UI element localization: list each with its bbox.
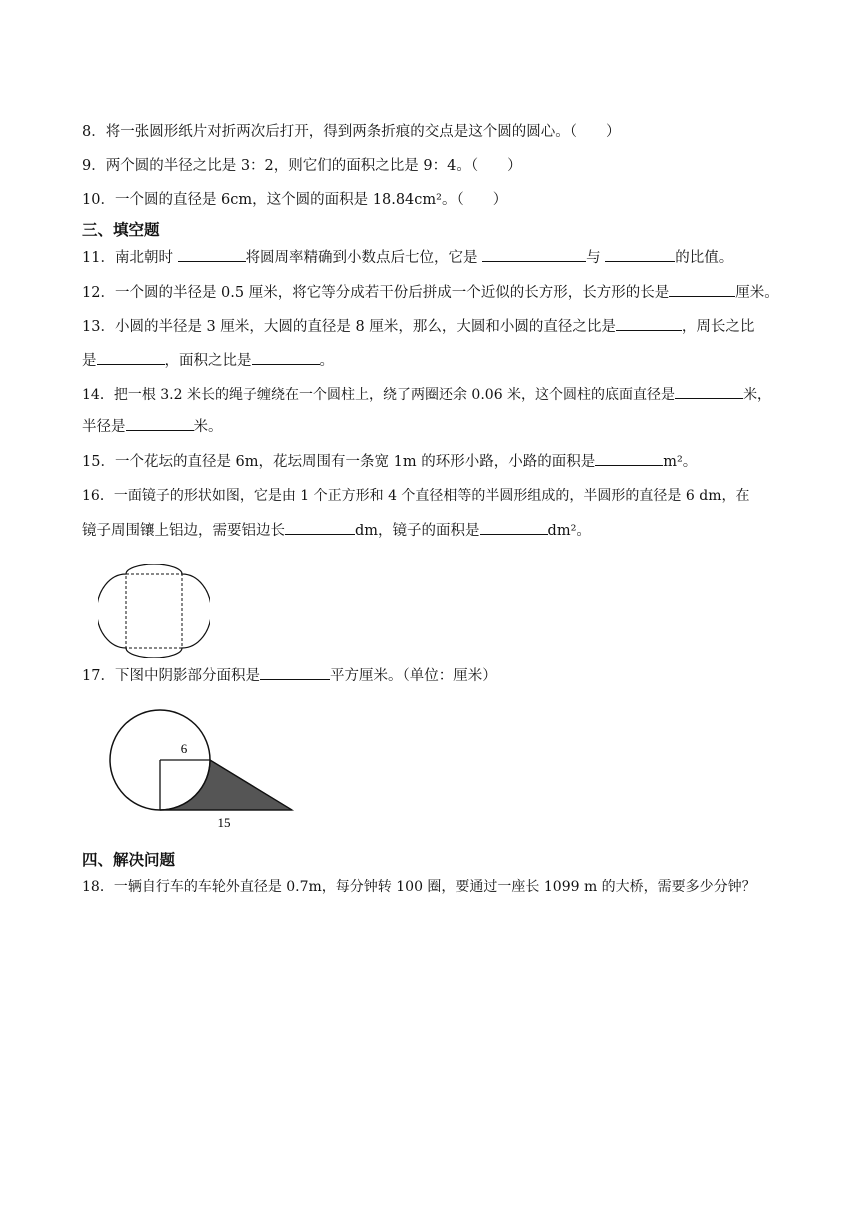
mirror-square	[126, 574, 182, 648]
q13-text-d: ，面积之比是	[164, 353, 252, 369]
q13-text-b: ，周长之比	[681, 319, 755, 335]
q11-blank-2[interactable]	[482, 247, 586, 262]
question-14-line-2	[82, 416, 223, 437]
question-11	[82, 247, 733, 268]
q15-text-a: 15．一个花坛的直径是 6m，花坛周围有一条宽 1m 的环形小路，小路的面积是	[82, 454, 596, 470]
q15-blank[interactable]	[595, 451, 663, 466]
question-16-line-2	[82, 520, 591, 541]
q12-text-b: 厘米。	[735, 285, 779, 301]
q13-blank-3[interactable]	[252, 350, 320, 365]
mirror-figure	[98, 564, 210, 658]
q12-text-a: 12．一个圆的半径是 0.5 厘米，将它等分成若干份后拼成一个近似的长方形，长方形的长是	[82, 285, 670, 301]
q12-blank[interactable]	[669, 282, 735, 297]
q11-text-b: 将圆周率精确到小数点后七位，它是	[245, 250, 483, 266]
question-15	[82, 451, 697, 472]
q13-text-a: 13．小圆的半径是 3 厘米，大圆的直径是 8 厘米，那么，大圆和小圆的直径之比是	[82, 319, 616, 335]
section-problems: 四、解决问题	[82, 851, 176, 869]
q11-text-c: 与	[586, 250, 606, 266]
question-12	[82, 282, 779, 303]
question-13-line-1	[82, 316, 754, 337]
q13-text-e: 。	[319, 353, 334, 369]
q13-blank-1[interactable]	[616, 316, 682, 331]
q17-blank[interactable]	[260, 665, 330, 680]
shaded-area-figure	[100, 700, 300, 834]
q16-blank-2[interactable]	[480, 520, 548, 535]
question-10: 10．一个圆的直径是 6cm，这个圆的面积是 18.84cm²。（ ）	[82, 192, 508, 208]
q13-blank-2[interactable]	[97, 350, 165, 365]
question-18: 18．一辆自行车的车轮外直径是 0.7m，每分钟转 100 圈，要通过一座长 1099 m 的大桥，需要多少分钟？	[82, 879, 756, 895]
q11-text-d: 的比值。	[675, 250, 734, 266]
q16-text-d: dm²。	[547, 523, 591, 539]
q14-text-c: 半径是	[82, 419, 126, 435]
question-14-line-1	[82, 384, 771, 405]
q16-text-b: 镜子周围镶上铝边，需要铝边长	[82, 523, 285, 539]
q16-text-c: dm，镜子的面积是	[355, 523, 480, 539]
section-fill-in: 三、填空题	[82, 221, 160, 239]
q14-blank-1[interactable]	[675, 384, 743, 399]
q13-text-c: 是	[82, 353, 97, 369]
base-label: 15	[217, 815, 231, 830]
q16-text-a: 16．一面镜子的形状如图，它是由 1 个正方形和 4 个直径相等的半圆形组成的，半圆形的直径是 6 dm，在	[82, 488, 750, 504]
q11-text-a: 11．南北朝时	[82, 250, 178, 266]
radius-label: 6	[180, 741, 188, 756]
question-16-line-1	[82, 486, 749, 506]
mirror-outline	[98, 564, 210, 658]
q14-blank-2[interactable]	[126, 416, 194, 431]
q14-text-d: 米。	[193, 419, 223, 435]
q14-text-b: 米，	[743, 387, 772, 403]
question-9: 9．两个圆的半径之比是 3：2，则它们的面积之比是 9：4。（ ）	[82, 158, 522, 174]
question-13-line-2	[82, 350, 334, 371]
shaded-region	[160, 760, 292, 810]
q11-blank-1[interactable]	[178, 247, 246, 262]
q11-blank-3[interactable]	[605, 247, 675, 262]
q14-text-a: 14．把一根 3.2 米长的绳子缠绕在一个圆柱上，绕了两圈还余 0.06 米，这个圆柱的底面直径是	[82, 387, 676, 403]
q16-blank-1[interactable]	[285, 520, 355, 535]
q17-text-b: 平方厘米。（单位：厘米）	[329, 668, 497, 684]
question-17	[82, 665, 497, 686]
question-8: 8．将一张圆形纸片对折两次后打开，得到两条折痕的交点是这个圆的圆心。（ ）	[82, 124, 621, 140]
q15-text-b: m²。	[663, 454, 698, 470]
q17-text-a: 17．下图中阴影部分面积是	[82, 668, 260, 684]
